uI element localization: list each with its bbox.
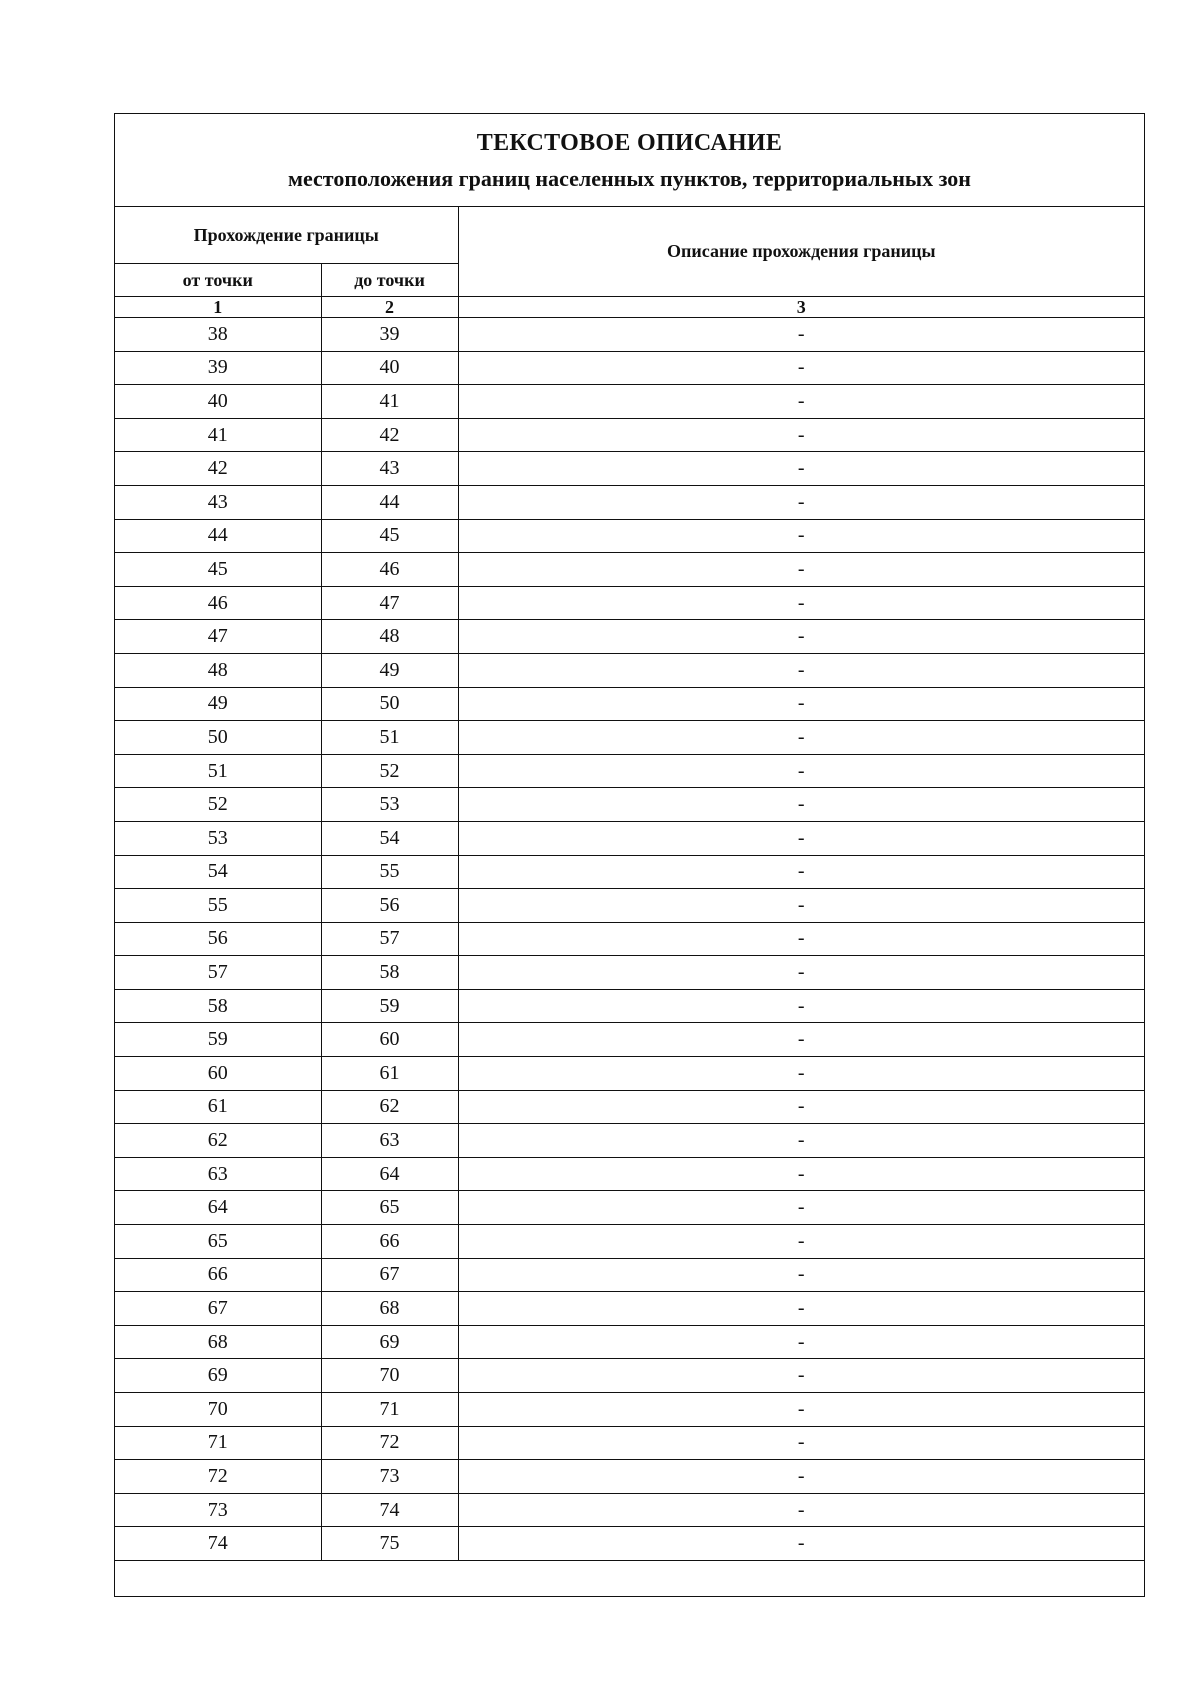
cell-description: - [458, 721, 1144, 755]
cell-from-point: 64 [115, 1191, 321, 1225]
table-row [115, 989, 1144, 1023]
cell-description: - [458, 519, 1144, 553]
cell-to-point: 44 [321, 485, 458, 519]
cell-to-point: 67 [321, 1258, 458, 1292]
cell-from-point: 70 [115, 1393, 321, 1427]
cell-description: - [458, 821, 1144, 855]
cell-to-point: 75 [321, 1527, 458, 1561]
table-row [115, 721, 1144, 755]
table-row [115, 1527, 1144, 1561]
cell-from-point: 38 [115, 318, 321, 352]
cell-description: - [458, 1191, 1144, 1225]
cell-description: - [458, 553, 1144, 587]
cell-from-point: 54 [115, 855, 321, 889]
cell-to-point: 74 [321, 1493, 458, 1527]
cell-description: - [458, 1090, 1144, 1124]
cell-description: - [458, 687, 1144, 721]
cell-description: - [458, 1426, 1144, 1460]
cell-description: - [458, 1527, 1144, 1561]
cell-from-point: 65 [115, 1225, 321, 1259]
cell-to-point: 70 [321, 1359, 458, 1393]
cell-from-point: 39 [115, 351, 321, 385]
table-row [115, 418, 1144, 452]
table-row [115, 1258, 1144, 1292]
cell-to-point: 53 [321, 788, 458, 822]
cell-from-point: 51 [115, 754, 321, 788]
cell-description: - [458, 1325, 1144, 1359]
cell-from-point: 48 [115, 653, 321, 687]
cell-to-point: 46 [321, 553, 458, 587]
table-row [115, 1090, 1144, 1124]
cell-description: - [458, 754, 1144, 788]
cell-to-point: 71 [321, 1393, 458, 1427]
cell-to-point: 49 [321, 653, 458, 687]
cell-to-point: 73 [321, 1460, 458, 1494]
cell-from-point: 46 [115, 586, 321, 620]
cell-description: - [458, 1157, 1144, 1191]
table-row [115, 956, 1144, 990]
cell-description: - [458, 385, 1144, 419]
table-row [115, 1191, 1144, 1225]
cell-to-point: 72 [321, 1426, 458, 1460]
cell-from-point: 45 [115, 553, 321, 587]
table-row [115, 788, 1144, 822]
cell-to-point: 57 [321, 922, 458, 956]
header-column-numbers [115, 297, 1144, 318]
cell-from-point: 57 [115, 956, 321, 990]
table-row [115, 351, 1144, 385]
table-row [115, 889, 1144, 923]
table-row [115, 1426, 1144, 1460]
cell-from-point: 62 [115, 1124, 321, 1158]
table-row [115, 855, 1144, 889]
cell-from-point: 41 [115, 418, 321, 452]
table-row [115, 553, 1144, 587]
cell-to-point: 64 [321, 1157, 458, 1191]
cell-from-point: 69 [115, 1359, 321, 1393]
cell-to-point: 68 [321, 1292, 458, 1326]
cell-from-point: 43 [115, 485, 321, 519]
cell-description: - [458, 922, 1144, 956]
cell-from-point: 42 [115, 452, 321, 486]
cell-description: - [458, 1023, 1144, 1057]
cell-to-point: 50 [321, 687, 458, 721]
cell-description: - [458, 586, 1144, 620]
cell-to-point: 56 [321, 889, 458, 923]
cell-description: - [458, 485, 1144, 519]
table-row [115, 318, 1144, 352]
cell-description: - [458, 1359, 1144, 1393]
cell-from-point: 67 [115, 1292, 321, 1326]
column-number: 3 [458, 297, 1144, 318]
cell-from-point: 74 [115, 1527, 321, 1561]
table-row [115, 620, 1144, 654]
cell-description: - [458, 418, 1144, 452]
cell-description: - [458, 318, 1144, 352]
cell-to-point: 60 [321, 1023, 458, 1057]
cell-from-point: 50 [115, 721, 321, 755]
table-row [115, 922, 1144, 956]
table-row [115, 754, 1144, 788]
cell-to-point: 52 [321, 754, 458, 788]
cell-to-point: 41 [321, 385, 458, 419]
cell-description: - [458, 889, 1144, 923]
cell-to-point: 47 [321, 586, 458, 620]
cell-from-point: 53 [115, 821, 321, 855]
cell-from-point: 55 [115, 889, 321, 923]
cell-from-point: 56 [115, 922, 321, 956]
table-row [115, 1157, 1144, 1191]
table-row [115, 485, 1144, 519]
cell-description: - [458, 788, 1144, 822]
cell-description: - [458, 653, 1144, 687]
table-row [115, 1493, 1144, 1527]
title-block [115, 114, 1144, 207]
table-row [115, 1023, 1144, 1057]
cell-to-point: 59 [321, 989, 458, 1023]
cell-description: - [458, 1292, 1144, 1326]
cell-from-point: 60 [115, 1057, 321, 1091]
cell-description: - [458, 1057, 1144, 1091]
cell-to-point: 43 [321, 452, 458, 486]
cell-from-point: 63 [115, 1157, 321, 1191]
table-row [115, 1292, 1144, 1326]
cell-description: - [458, 351, 1144, 385]
cell-from-point: 40 [115, 385, 321, 419]
cell-to-point: 55 [321, 855, 458, 889]
document-title: ТЕКСТОВОЕ ОПИСАНИЕ [476, 130, 783, 156]
cell-to-point: 65 [321, 1191, 458, 1225]
cell-to-point: 39 [321, 318, 458, 352]
cell-from-point: 71 [115, 1426, 321, 1460]
cell-to-point: 61 [321, 1057, 458, 1091]
cell-from-point: 72 [115, 1460, 321, 1494]
cell-description: - [458, 956, 1144, 990]
table-row [115, 1225, 1144, 1259]
cell-to-point: 42 [321, 418, 458, 452]
table-row [115, 1325, 1144, 1359]
boundary-table [115, 206, 1144, 1561]
cell-description: - [458, 1124, 1144, 1158]
cell-description: - [458, 1258, 1144, 1292]
table-row [115, 1460, 1144, 1494]
table-row [115, 687, 1144, 721]
cell-from-point: 61 [115, 1090, 321, 1124]
table-row [115, 519, 1144, 553]
cell-description: - [458, 452, 1144, 486]
document-frame [114, 113, 1145, 1597]
cell-from-point: 68 [115, 1325, 321, 1359]
cell-to-point: 62 [321, 1090, 458, 1124]
cell-to-point: 69 [321, 1325, 458, 1359]
table-row [115, 452, 1144, 486]
header-to-point: до точки [321, 264, 458, 297]
column-number: 2 [321, 297, 458, 318]
cell-from-point: 52 [115, 788, 321, 822]
column-number: 1 [115, 297, 321, 318]
cell-from-point: 59 [115, 1023, 321, 1057]
header-description: Описание прохождения границы [458, 207, 1144, 297]
cell-to-point: 40 [321, 351, 458, 385]
table-row [115, 1057, 1144, 1091]
cell-description: - [458, 1493, 1144, 1527]
cell-to-point: 63 [321, 1124, 458, 1158]
cell-description: - [458, 1393, 1144, 1427]
cell-from-point: 44 [115, 519, 321, 553]
cell-to-point: 45 [321, 519, 458, 553]
header-row-1 [115, 207, 1144, 264]
cell-description: - [458, 855, 1144, 889]
table-row [115, 1124, 1144, 1158]
cell-to-point: 66 [321, 1225, 458, 1259]
table-row [115, 586, 1144, 620]
table-row [115, 1393, 1144, 1427]
header-from-point: от точки [115, 264, 321, 297]
cell-description: - [458, 1460, 1144, 1494]
table-row [115, 1359, 1144, 1393]
cell-to-point: 48 [321, 620, 458, 654]
cell-to-point: 54 [321, 821, 458, 855]
cell-description: - [458, 620, 1144, 654]
table-row [115, 385, 1144, 419]
cell-from-point: 58 [115, 989, 321, 1023]
cell-to-point: 51 [321, 721, 458, 755]
table-row [115, 653, 1144, 687]
document-subtitle: местоположения границ населенных пунктов, территориальных зон [288, 166, 971, 191]
cell-from-point: 49 [115, 687, 321, 721]
header-passage: Прохождение границы [115, 207, 458, 264]
cell-from-point: 73 [115, 1493, 321, 1527]
cell-from-point: 66 [115, 1258, 321, 1292]
table-row [115, 821, 1144, 855]
cell-description: - [458, 989, 1144, 1023]
cell-from-point: 47 [115, 620, 321, 654]
cell-to-point: 58 [321, 956, 458, 990]
cell-description: - [458, 1225, 1144, 1259]
